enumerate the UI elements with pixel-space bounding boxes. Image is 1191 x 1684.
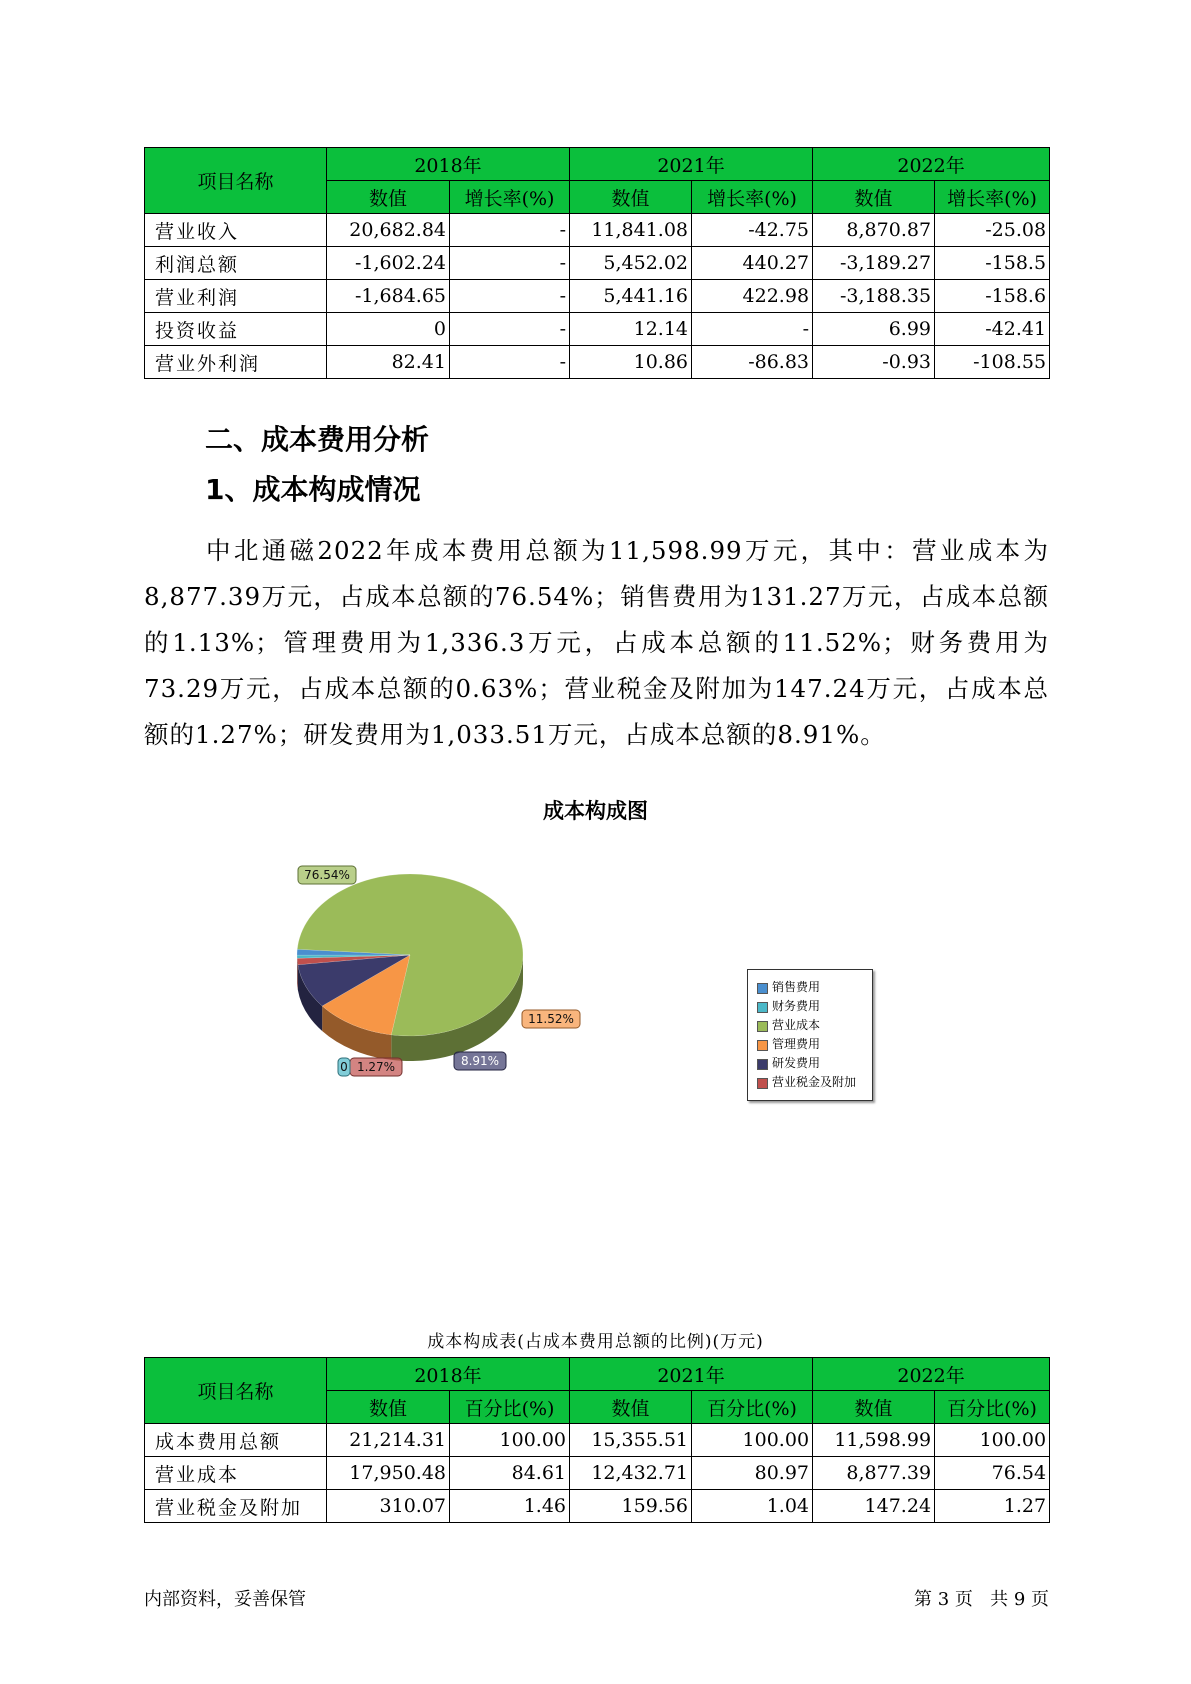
- cell: 17,950.48: [327, 1457, 450, 1490]
- confidential-note: 内部资料，妥善保管: [144, 1589, 306, 1610]
- cell: 5,452.02: [570, 247, 692, 280]
- header-year-2018: 2018年: [327, 148, 570, 181]
- cell: -: [450, 280, 570, 313]
- pie-data-label: [454, 1052, 506, 1070]
- legend-label: 营业税金及附加: [772, 1075, 857, 1089]
- cell: -: [450, 313, 570, 346]
- legend-swatch: [757, 1059, 768, 1070]
- header-percent: 百分比(%): [450, 1391, 570, 1424]
- row-label: 营业利润: [145, 280, 327, 313]
- svg-text:11.52%: 11.52%: [528, 1012, 574, 1026]
- cell: 440.27: [692, 247, 813, 280]
- header-growth-rate: 增长率(%): [450, 181, 570, 214]
- cell: -: [450, 247, 570, 280]
- row-label: 营业成本: [145, 1457, 327, 1490]
- cell: -25.08: [935, 214, 1050, 247]
- legend-item: [748, 1073, 872, 1092]
- pie-data-label: [522, 1010, 580, 1028]
- row-label: 投资收益: [145, 313, 327, 346]
- cell: 1.27: [935, 1490, 1050, 1523]
- header-value: 数值: [327, 1391, 450, 1424]
- legend-label: 管理费用: [772, 1037, 821, 1051]
- row-label: 成本费用总额: [145, 1424, 327, 1457]
- chart-legend: [747, 969, 873, 1101]
- cell: 0: [327, 313, 450, 346]
- cell: 15,355.51: [570, 1424, 692, 1457]
- cell: -86.83: [692, 346, 813, 379]
- cell: 11,841.08: [570, 214, 692, 247]
- section-heading: 二、成本费用分析: [205, 423, 430, 456]
- cell: 159.56: [570, 1490, 692, 1523]
- cell: 20,682.84: [327, 214, 450, 247]
- header-year-2021: 2021年: [570, 148, 813, 181]
- header-value: 数值: [570, 181, 692, 214]
- legend-label: 销售费用: [772, 980, 821, 994]
- svg-text:8.91%: 8.91%: [460, 1054, 500, 1068]
- legend-swatch: [757, 1040, 768, 1051]
- cell: 84.61: [450, 1457, 570, 1490]
- legend-item: [748, 978, 872, 997]
- cost-pie-chart: [290, 860, 630, 1120]
- cell: -158.5: [935, 247, 1050, 280]
- cell: -: [450, 346, 570, 379]
- svg-text:76.54%: 76.54%: [304, 868, 350, 882]
- header-year-2022: 2022年: [813, 1358, 1050, 1391]
- chart-title: 成本构成图: [543, 799, 648, 823]
- header-growth-rate: 增长率(%): [935, 181, 1050, 214]
- legend-label: 财务费用: [772, 999, 821, 1013]
- table-caption: 成本构成表(占成本费用总额的比例)(万元): [427, 1332, 764, 1352]
- row-label: 利润总额: [145, 247, 327, 280]
- table-row: [145, 313, 1050, 346]
- legend-swatch: [757, 1002, 768, 1013]
- header-item-name: 项目名称: [145, 1358, 327, 1424]
- cell: 8,877.39: [813, 1457, 935, 1490]
- legend-swatch: [757, 1078, 768, 1089]
- cell: -158.6: [935, 280, 1050, 313]
- table-row: [145, 1490, 1050, 1523]
- cell: 80.97: [692, 1457, 813, 1490]
- header-percent: 百分比(%): [692, 1391, 813, 1424]
- header-value: 数值: [327, 181, 450, 214]
- cell: 310.07: [327, 1490, 450, 1523]
- table-row: [145, 1457, 1050, 1490]
- page-number: 第 3 页 共 9 页: [913, 1589, 1049, 1610]
- legend-item: [748, 997, 872, 1016]
- cell: 5,441.16: [570, 280, 692, 313]
- analysis-paragraph: 中北通磁2022年成本费用总额为11,598.99万元，其中：营业成本为8,877.39万元，占成本总额的76.54%；销售费用为131.27万元，占成本总额的1.13%；管理费用为1,336.3万元，占成本总额的11.52%；财务费用为73.29万元，占成本总额的0.63%；营业税金及附加为147.24万元，占成本总额的1.27%；研发费用为1,033.51万元，占成本总额的8.91%。: [144, 536, 1049, 749]
- cell: -3,188.35: [813, 280, 935, 313]
- legend-label: 研发费用: [772, 1056, 821, 1070]
- cell: 12.14: [570, 313, 692, 346]
- table-row: [145, 214, 1050, 247]
- cell: -108.55: [935, 346, 1050, 379]
- table-row: [145, 1424, 1050, 1457]
- growth-table: [144, 147, 1050, 379]
- header-growth-rate: 增长率(%): [692, 181, 813, 214]
- cell: 11,598.99: [813, 1424, 935, 1457]
- legend-item: [748, 1016, 872, 1035]
- cell: 8,870.87: [813, 214, 935, 247]
- header-value: 数值: [813, 181, 935, 214]
- header-year-2021: 2021年: [570, 1358, 813, 1391]
- pie-data-label: [298, 866, 356, 884]
- cell: 6.99: [813, 313, 935, 346]
- pie-data-label: [338, 1058, 350, 1076]
- table-row: [145, 280, 1050, 313]
- svg-text:0: 0: [340, 1060, 348, 1074]
- header-percent: 百分比(%): [935, 1391, 1050, 1424]
- table-row: [145, 247, 1050, 280]
- cell: 1.46: [450, 1490, 570, 1523]
- cell: 422.98: [692, 280, 813, 313]
- cell: 100.00: [935, 1424, 1050, 1457]
- cell: -1,602.24: [327, 247, 450, 280]
- header-item-name: 项目名称: [145, 148, 327, 214]
- cell: 12,432.71: [570, 1457, 692, 1490]
- row-label: 营业外利润: [145, 346, 327, 379]
- cell: 10.86: [570, 346, 692, 379]
- header-year-2018: 2018年: [327, 1358, 570, 1391]
- svg-text:1.27%: 1.27%: [356, 1060, 396, 1074]
- table-row: [145, 346, 1050, 379]
- cell: -: [692, 313, 813, 346]
- legend-label: 营业成本: [772, 1018, 821, 1032]
- row-label: 营业税金及附加: [145, 1490, 327, 1523]
- cell: 100.00: [450, 1424, 570, 1457]
- legend-item: [748, 1054, 872, 1073]
- cell: 1.04: [692, 1490, 813, 1523]
- cost-structure-table: [144, 1357, 1050, 1523]
- cell: -0.93: [813, 346, 935, 379]
- legend-swatch: [757, 1021, 768, 1032]
- cell: 147.24: [813, 1490, 935, 1523]
- header-year-2022: 2022年: [813, 148, 1050, 181]
- header-value: 数值: [813, 1391, 935, 1424]
- cell: -42.41: [935, 313, 1050, 346]
- sub-heading: 1、成本构成情况: [205, 473, 421, 506]
- pie-data-label: [350, 1058, 402, 1076]
- cell: 100.00: [692, 1424, 813, 1457]
- legend-swatch: [757, 983, 768, 994]
- cell: -1,684.65: [327, 280, 450, 313]
- cell: -42.75: [692, 214, 813, 247]
- cell: -3,189.27: [813, 247, 935, 280]
- legend-item: [748, 1035, 872, 1054]
- cell: 76.54: [935, 1457, 1050, 1490]
- cell: 82.41: [327, 346, 450, 379]
- cell: -: [450, 214, 570, 247]
- header-value: 数值: [570, 1391, 692, 1424]
- row-label: 营业收入: [145, 214, 327, 247]
- cell: 21,214.31: [327, 1424, 450, 1457]
